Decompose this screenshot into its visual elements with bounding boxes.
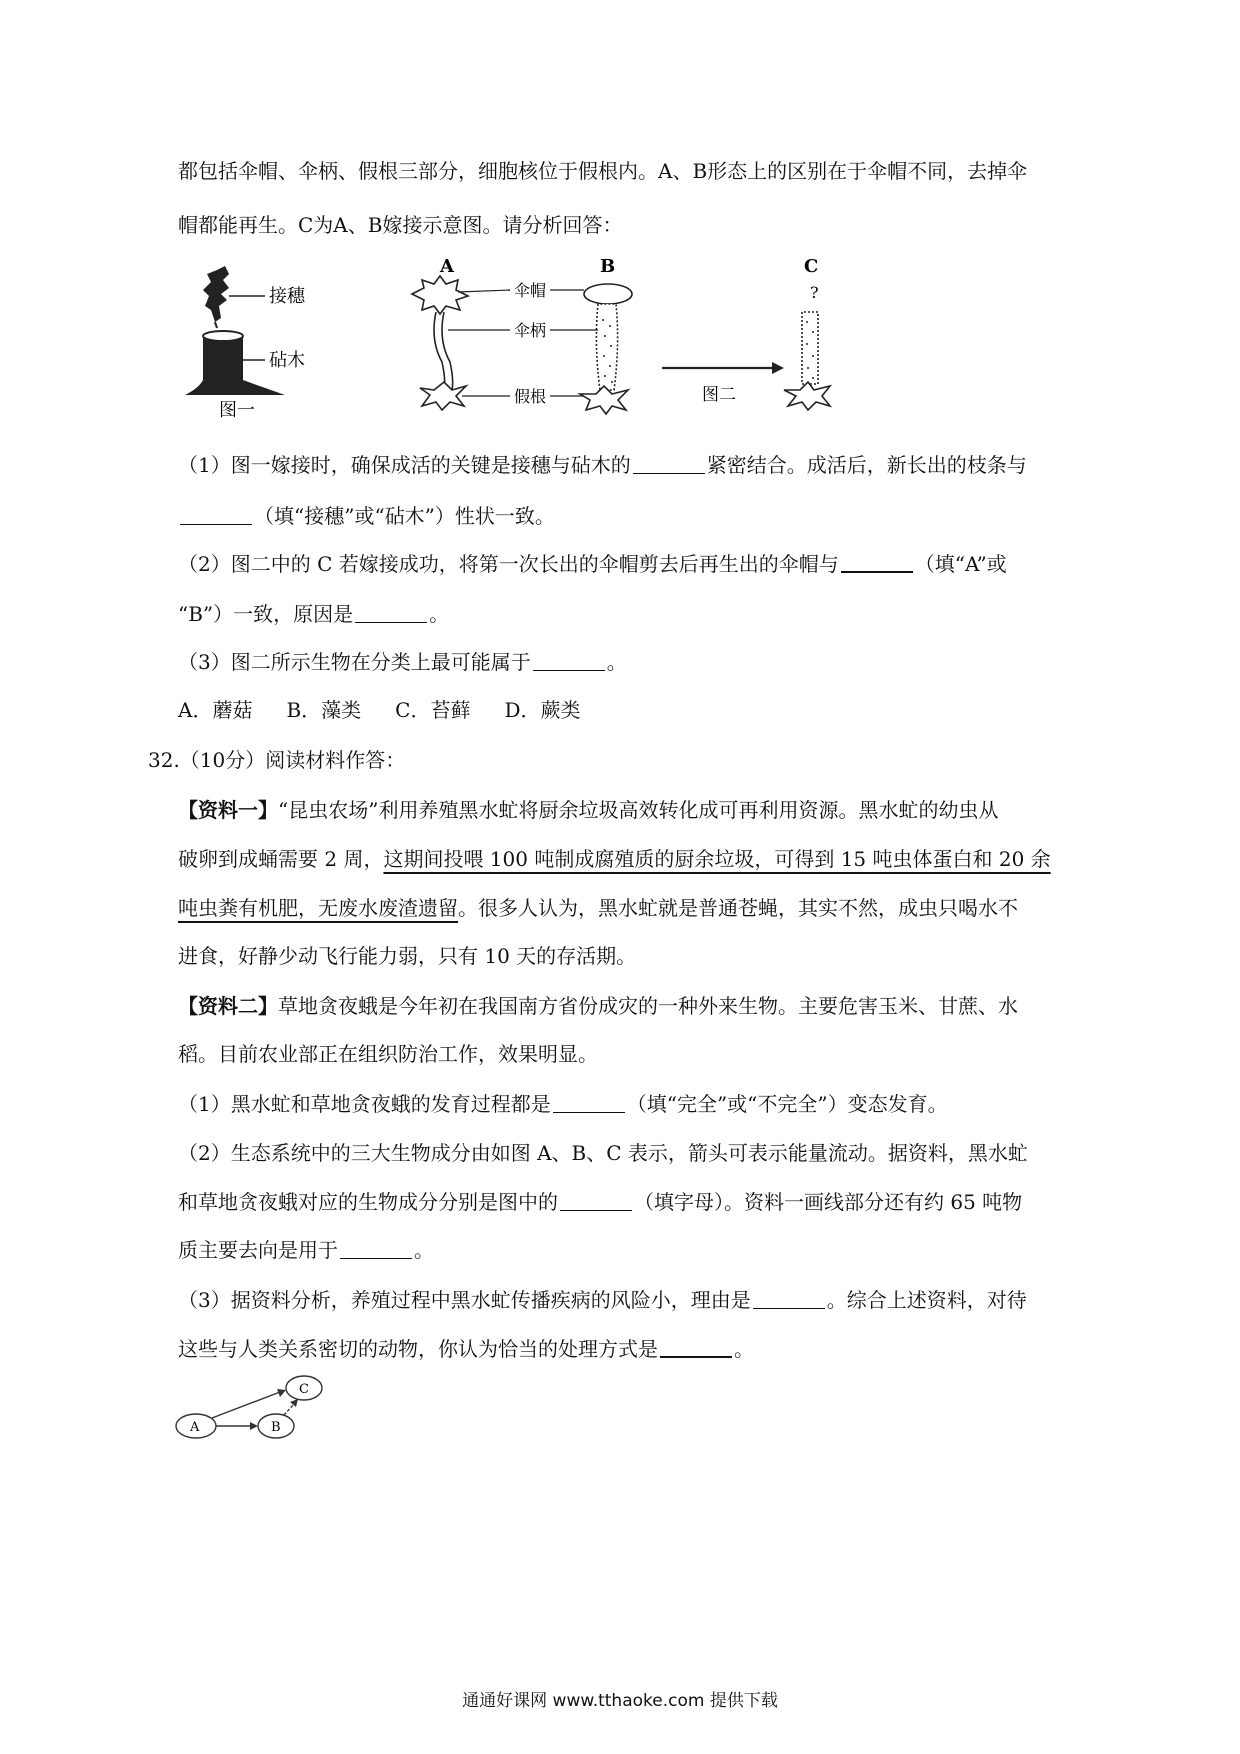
cap-a (412, 276, 468, 314)
q32-p2-d: 质主要去向是用于 (178, 1238, 338, 1262)
material-1-line2 (178, 845, 1051, 873)
material-2-line2: 稻。目前农业部正在组织防治工作，效果明显。 (178, 1042, 598, 1066)
answer-blank[interactable] (560, 1190, 632, 1211)
question-mark: ? (810, 283, 819, 302)
q32-part3-line2 (178, 1335, 754, 1363)
q32-p1-b: （填“完全”或“不完全”）变态发育。 (626, 1092, 948, 1116)
ecosystem-diagram (170, 1370, 340, 1450)
q31-options (178, 696, 581, 724)
answer-blank[interactable] (180, 504, 252, 525)
material-1-underlined: 吨虫粪有机肥，无废水废渣遗留 (178, 896, 458, 920)
q32-p3-a: （3）据资料分析，养殖过程中黑水虻传播疾病的风险小，理由是 (178, 1288, 751, 1312)
q31-p1-a: （1）图一嫁接时，确保成活的关键是接穗与砧木的 (178, 453, 631, 477)
answer-blank[interactable] (660, 1336, 732, 1358)
q32-part2-line3 (178, 1236, 434, 1264)
figure-2-caption: 图二 (702, 385, 736, 405)
q31-p3-b: 。 (606, 650, 627, 674)
cap-b (584, 284, 632, 304)
option-a[interactable]: A．蘑菇 (178, 698, 253, 722)
material-2-tag: 【资料二】 (178, 994, 278, 1018)
q31-part2-line1 (178, 550, 1007, 578)
q31-part1-line2 (178, 502, 555, 530)
scion-label: 接穗 (269, 286, 305, 307)
q31-p1-c: （填“接穗”或“砧木”）性状一致。 (254, 504, 555, 528)
answer-blank[interactable] (633, 453, 705, 474)
material-1-line3 (178, 894, 1018, 922)
rhizoid-label: 假根 (514, 387, 547, 406)
option-d[interactable]: D．蕨类 (504, 698, 581, 722)
q32-p1-a: （1）黑水虻和草地贪夜蛾的发育过程都是 (178, 1092, 551, 1116)
q32-part2-line2 (178, 1188, 1022, 1216)
answer-blank[interactable] (355, 602, 427, 623)
answer-blank[interactable] (841, 551, 913, 573)
q31-p1-b: 紧密结合。成活后，新长出的枝条与 (706, 453, 1027, 477)
material-1-text: 破卵到成蛹需要 2 周， (178, 847, 384, 871)
node-b-label: B (271, 1420, 281, 1435)
material-1-line1 (178, 796, 998, 824)
q31-p2-a: （2）图二中的 C 若嫁接成功，将第一次长出的伞帽剪去后再生出的伞帽与 (178, 552, 839, 576)
material-1-line4: 进食，好静少动飞行能力弱，只有 10 天的存活期。 (178, 944, 637, 968)
q32-p2-b: 和草地贪夜蛾对应的生物成分分别是图中的 (178, 1190, 558, 1214)
rhizoid-c (784, 382, 830, 410)
node-c-label: C (299, 1382, 309, 1397)
q31-p2-c: “B”）一致，原因是 (178, 602, 354, 626)
scion-shape (203, 266, 229, 322)
figure-2-label-c: C (804, 256, 819, 277)
material-1-underlined: 这期间投喂 100 吨制成腐殖质的厨余垃圾，可得到 15 吨虫体蛋白和 20 余 (383, 847, 1051, 871)
q32-part2-line1: （2）生态系统中的三大生物成分由如图 A、B、C 表示，箭头可表示能量流动。据资料，黑水虻 (178, 1141, 1028, 1165)
answer-blank[interactable] (533, 650, 605, 671)
figure-2-label-a: A (440, 256, 454, 277)
stalk-c (802, 312, 818, 384)
q32-part3-line1 (178, 1286, 1027, 1314)
q31-part3 (178, 648, 627, 676)
stock-label: 砧木 (269, 350, 305, 371)
q32-header: 32.（10分）阅读材料作答： (148, 748, 406, 772)
q32-p2-e: 。 (414, 1238, 434, 1262)
figure-2-acetabularia (400, 250, 860, 420)
page-footer: 通通好课网 www.tthaoke.com 提供下载 (462, 1691, 778, 1711)
answer-blank[interactable] (340, 1238, 412, 1259)
material-1-text: “昆虫农场”利用养殖黑水虻将厨余垃圾高效转化成可再利用资源。黑水虻的幼虫从 (278, 798, 999, 822)
answer-blank[interactable] (553, 1092, 625, 1113)
figure-2-label-b: B (600, 256, 616, 277)
material-2-text: 草地贪夜蛾是今年初在我国南方省份成灾的一种外来生物。主要危害玉米、甘蔗、水 (278, 994, 1018, 1018)
figure-1-grafting (185, 260, 335, 420)
q32-p2-c: （填字母）。资料一画线部分还有约 65 吨物 (634, 1190, 1023, 1214)
intro-line-2: 帽都能再生。C为A、B嫁接示意图。请分析回答： (178, 213, 623, 237)
rhizoid-a (420, 382, 466, 410)
cap-label: 伞帽 (514, 281, 547, 300)
stalk-label: 伞柄 (514, 321, 547, 340)
material-2-line1 (178, 992, 1018, 1020)
q32-p3-b: 。综合上述资料，对待 (826, 1288, 1027, 1312)
answer-blank[interactable] (753, 1288, 825, 1309)
q32-part1 (178, 1090, 948, 1118)
figure-1-caption: 图一 (219, 400, 255, 421)
q31-p3-a: （3）图二所示生物在分类上最可能属于 (178, 650, 531, 674)
q31-p2-b: （填“A”或 (914, 552, 1007, 576)
q31-part1-line1 (178, 451, 1027, 479)
option-b[interactable]: B．藻类 (286, 698, 362, 722)
material-1-text: 。很多人认为，黑水虻就是普通苍蝇，其实不然，成虫只喝水不 (458, 896, 1018, 920)
stalk-a (434, 312, 453, 390)
intro-line-1: 都包括伞帽、伞柄、假根三部分，细胞核位于假根内。A、B形态上的区别在于伞帽不同，去掉伞 (178, 159, 1028, 183)
q32-p3-c: 这些与人类关系密切的动物，你认为恰当的处理方式是 (178, 1337, 658, 1361)
q32-p3-d: 。 (734, 1337, 754, 1361)
option-c[interactable]: C．苔藓 (395, 698, 471, 722)
arrow-b-c (284, 1404, 294, 1415)
node-a-label: A (190, 1420, 200, 1435)
q31-p2-d: 。 (429, 602, 450, 626)
stalk-b (596, 304, 617, 390)
rhizoid-b (580, 386, 628, 414)
material-1-tag: 【资料一】 (178, 798, 278, 822)
q31-part2-line2 (178, 600, 449, 628)
